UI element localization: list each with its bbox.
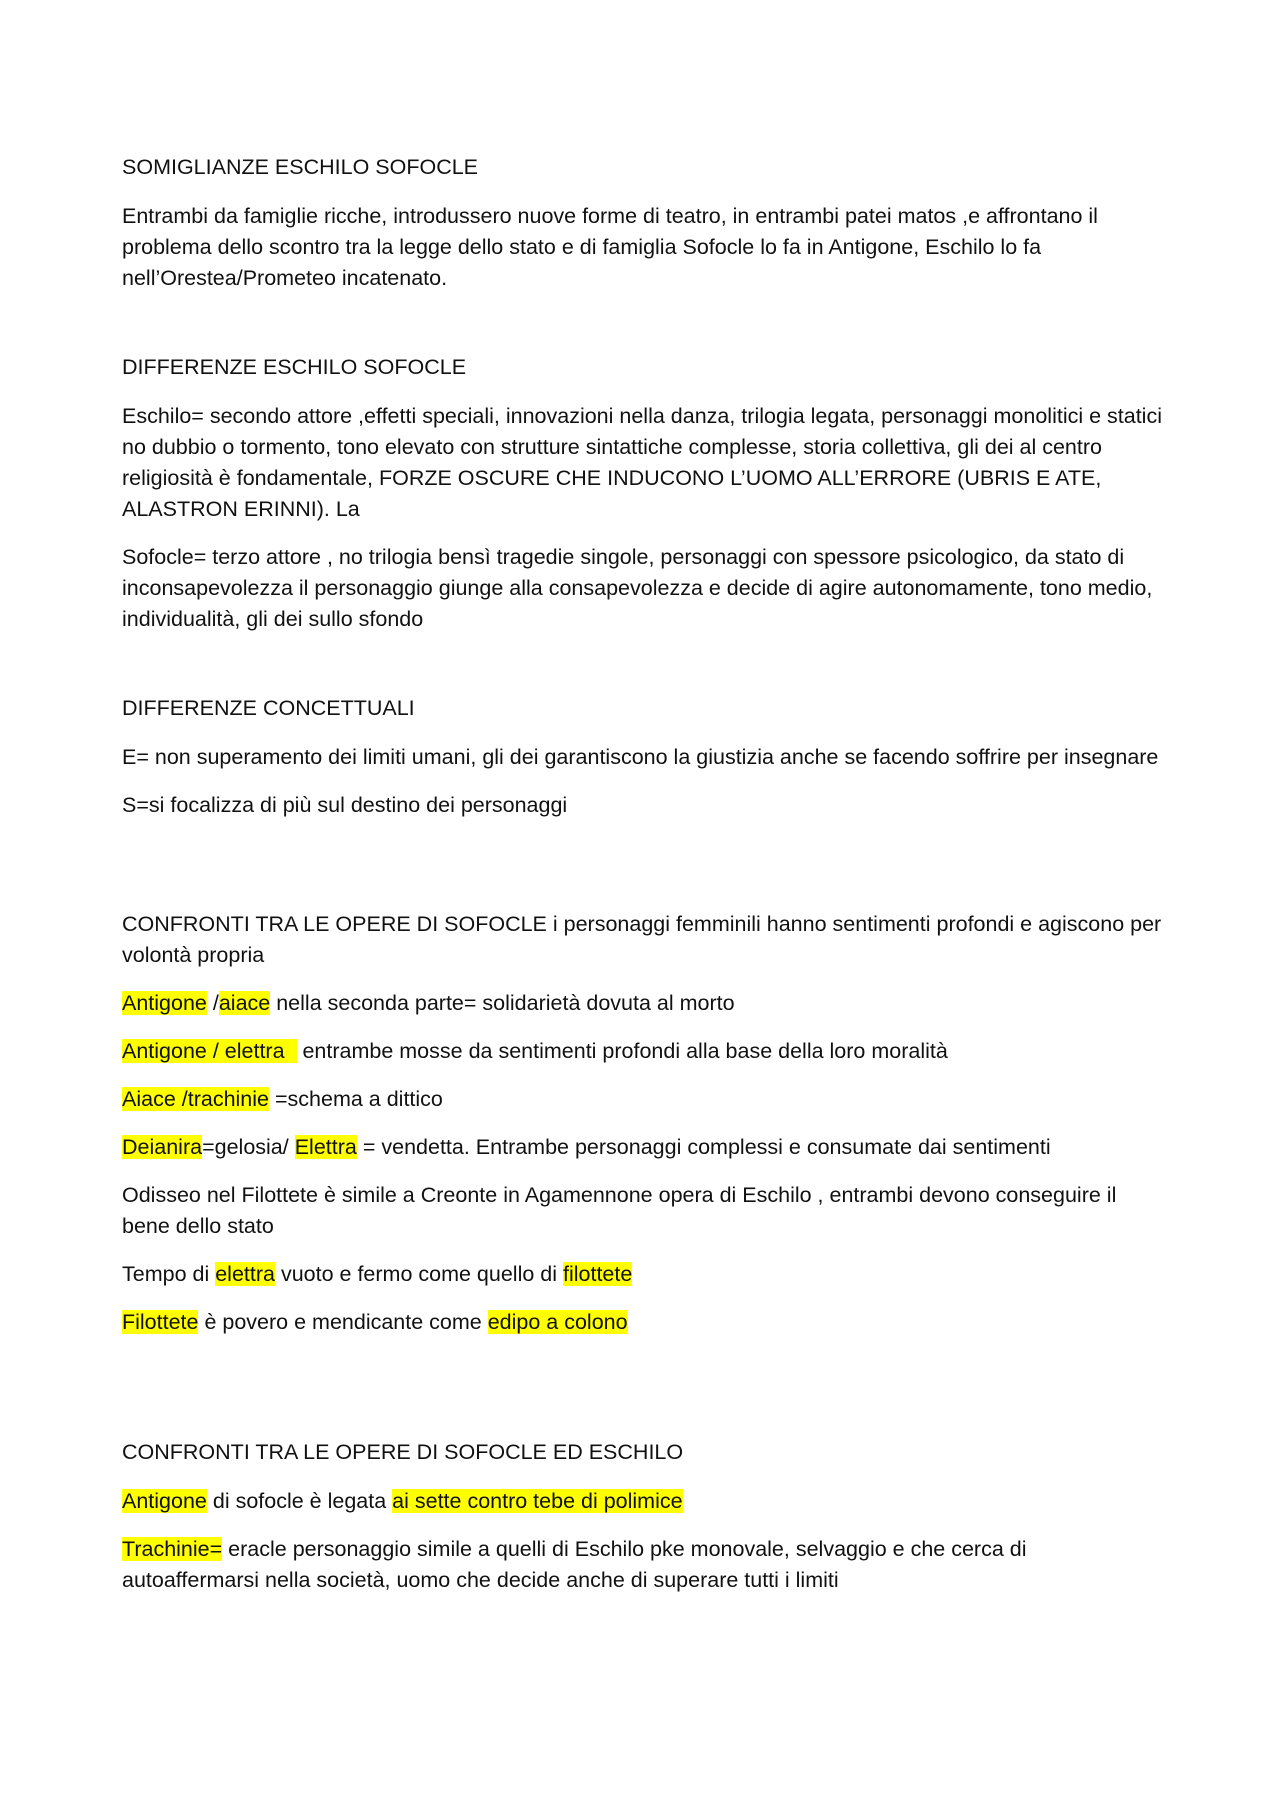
paragraph-e: E= non superamento dei limiti umani, gli dei garantiscono la giustizia anche se facendo soffrire per insegnare (122, 745, 1159, 769)
paragraph-sofocle: Sofocle= terzo attore , no trilogia bensì tragedie singole, personaggi con spessore psicologico, da stato di inconsapevolezza il personaggio giunge alla consapevolezza e decide di agire autonomamente, tono medio, individualità, gli dei sullo sfondo (122, 545, 1153, 631)
highlight: elettra (215, 1262, 275, 1286)
highlight: filottete (563, 1262, 633, 1286)
cross-comparison-line-2 (122, 1534, 1165, 1596)
text-run: di sofocle è legata (206, 1489, 393, 1513)
text-run: = vendetta. Entrambe personaggi complessi e consumate dai sentimenti (356, 1135, 1051, 1159)
text-run: nella seconda parte= solidarietà dovuta al morto (270, 991, 735, 1015)
highlight: Elettra (294, 1135, 357, 1159)
highlight: edipo a colono (487, 1310, 628, 1334)
paragraph-eschilo: Eschilo= secondo attore ,effetti speciali, innovazioni nella danza, trilogia legata, personaggi monolitici e statici no dubbio o tormento, tono elevato con strutture sintattiche complesse, storia collettiva, gli dei al centro religiosità è fondamentale, FORZE OSCURE CHE INDUCONO L’UOMO ALL’ERRORE (UBRIS E ATE, ALASTRON ERINNI). La (122, 404, 1162, 521)
text-run: è povero e mendicante come (198, 1310, 488, 1334)
comparison-line-1 (122, 988, 1165, 1019)
comparison-line-5: Odisseo nel Filottete è simile a Creonte in Agamennone opera di Eschilo , entrambi devono conseguire il bene dello stato (122, 1183, 1117, 1238)
highlight: Filottete (122, 1310, 199, 1334)
comparison-line-2 (122, 1036, 1165, 1067)
text-run: vuoto e fermo come quello di (274, 1262, 563, 1286)
text-run: =gelosia/ (202, 1135, 295, 1159)
highlight: Deianira (122, 1135, 203, 1159)
heading-opere-eschilo: CONFRONTI TRA LE OPERE DI SOFOCLE ED ESCHILO (122, 1440, 684, 1464)
highlight: Trachinie= (122, 1537, 223, 1561)
comparison-line-3 (122, 1084, 1165, 1115)
paragraph-somiglianze: Entrambi da famiglie ricche, introdussero nuove forme di teatro, in entrambi patei matos ,e affrontano il problema dello scontro tra la legge dello stato e di famiglia Sofocle lo fa in Antigone, Eschilo lo fa nell’Orestea/Prometeo incatenato. (122, 204, 1098, 290)
comparison-line-7 (122, 1307, 1165, 1338)
text-run: Tempo di (122, 1262, 216, 1286)
highlight: aiace (218, 991, 271, 1015)
text-run: entrambe mosse da sentimenti profondi alla base della loro moralità (296, 1039, 948, 1063)
highlight: ai sette contro tebe di polimice (392, 1489, 683, 1513)
text-run: =schema a dittico (269, 1087, 443, 1111)
highlight: Aiace /trachinie (122, 1087, 269, 1111)
comparison-line-4 (122, 1132, 1165, 1163)
paragraph-s: S=si focalizza di più sul destino dei personaggi (122, 793, 568, 817)
comparison-line-6 (122, 1259, 1165, 1290)
heading-differenze: DIFFERENZE ESCHILO SOFOCLE (122, 355, 467, 379)
heading-concettuali: DIFFERENZE CONCETTUALI (122, 696, 415, 720)
heading-somiglianze: SOMIGLIANZE ESCHILO SOFOCLE (122, 155, 479, 179)
highlight: Antigone (122, 991, 207, 1015)
highlight: Antigone (122, 1489, 207, 1513)
cross-comparison-line-1 (122, 1486, 1165, 1517)
heading-opere-sofocle: CONFRONTI TRA LE OPERE DI SOFOCLE i personaggi femminili hanno sentimenti profondi e agiscono per volontà propria (122, 912, 1162, 967)
highlight: Antigone / elettra (122, 1039, 297, 1063)
text-run: / (206, 991, 219, 1015)
text-run: eracle personaggio simile a quelli di Eschilo pke monovale, selvaggio e che cerca di autoaffermarsi nella società, uomo che decide anche di superare tutti i limiti (122, 1537, 1027, 1592)
